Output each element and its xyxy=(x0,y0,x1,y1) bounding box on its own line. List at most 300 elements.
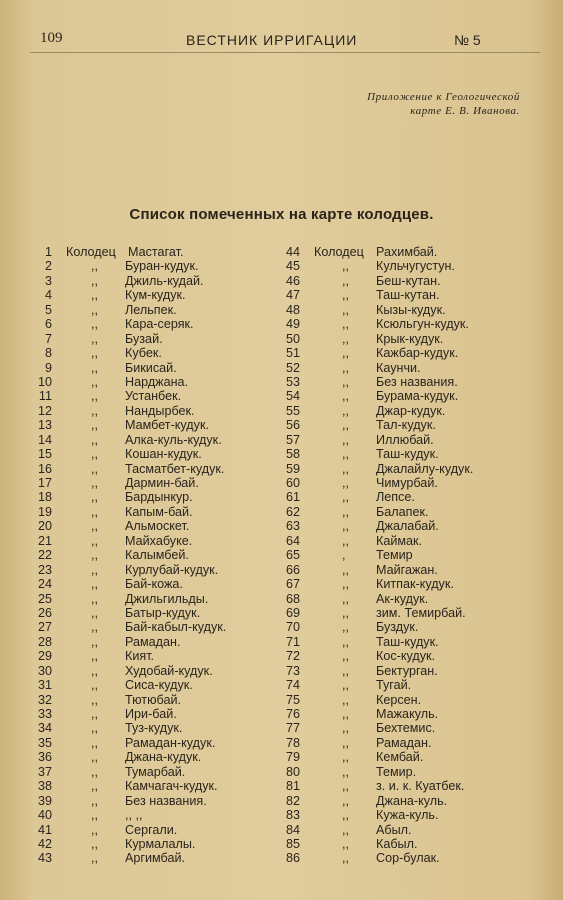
list-item xyxy=(22,664,284,678)
list-item xyxy=(22,476,284,490)
well-number: 82 xyxy=(285,793,300,808)
list-item xyxy=(22,303,284,317)
well-name: Курлубай-кудук. xyxy=(125,562,219,577)
well-name: Батыр-кудук. xyxy=(125,605,201,620)
well-number: 62 xyxy=(285,504,300,519)
list-item xyxy=(22,490,284,504)
well-name: Буздук. xyxy=(376,620,419,635)
list-item xyxy=(278,346,538,360)
list-item xyxy=(278,303,538,317)
well-name: Устанбек. xyxy=(125,389,182,404)
ditto-mark: ,, xyxy=(91,418,98,433)
well-name: Альмоскет. xyxy=(125,519,190,534)
well-number: 27 xyxy=(37,620,52,635)
well-number: 85 xyxy=(285,836,300,851)
well-name: Без названия. xyxy=(376,374,458,389)
list-item xyxy=(22,779,284,793)
well-number: 57 xyxy=(285,432,300,447)
ditto-mark: ,, xyxy=(342,490,349,505)
ditto-mark: ,, xyxy=(91,663,98,678)
well-number: 39 xyxy=(37,793,52,808)
well-name: Мажакуль. xyxy=(376,707,439,721)
well-number: 58 xyxy=(285,447,300,462)
ditto-mark: ,, xyxy=(342,519,349,534)
list-item xyxy=(278,447,538,461)
ditto-mark: ,, xyxy=(91,851,98,866)
well-number: 79 xyxy=(285,750,300,765)
list-item xyxy=(278,592,538,606)
wells-list-left-column xyxy=(22,245,284,866)
list-item xyxy=(278,505,538,519)
well-number: 37 xyxy=(37,764,52,779)
list-item xyxy=(22,577,284,591)
well-name: Рамадан. xyxy=(376,735,432,750)
well-number: 50 xyxy=(285,331,300,346)
ditto-mark: ,, xyxy=(91,519,98,534)
ditto-mark: ,, xyxy=(342,432,349,447)
well-number: 83 xyxy=(285,808,300,823)
ditto-mark: ,, xyxy=(91,822,98,837)
well-number: 64 xyxy=(285,533,300,548)
well-name: Китпак-кудук. xyxy=(376,577,454,592)
list-item xyxy=(278,288,538,302)
ditto-mark: ,, xyxy=(342,692,349,707)
ditto-mark: ,, xyxy=(91,490,98,505)
list-item xyxy=(22,548,284,562)
ditto-mark: ,, xyxy=(91,461,98,476)
well-number: 24 xyxy=(37,577,52,592)
list-item xyxy=(22,288,284,302)
list-item xyxy=(278,361,538,375)
list-item xyxy=(278,707,538,721)
well-name: Бикисай. xyxy=(125,360,177,375)
well-number: 8 xyxy=(44,346,52,361)
list-item xyxy=(22,635,284,649)
well-name: Джар-кудук. xyxy=(376,403,446,418)
ditto-mark: ,, xyxy=(91,750,98,765)
well-name: Алка-куль-кудук. xyxy=(125,432,222,447)
ditto-mark: ,, xyxy=(342,533,349,548)
list-item xyxy=(278,664,538,678)
list-item xyxy=(22,707,284,721)
ditto-mark: ,, xyxy=(342,707,349,721)
well-name: Темир. xyxy=(376,764,417,779)
ditto-mark: ,, xyxy=(342,331,349,346)
well-name: Кульчугустун. xyxy=(376,259,455,274)
list-item xyxy=(278,794,538,808)
list-item xyxy=(278,851,538,865)
well-name: Кембай. xyxy=(376,750,424,765)
list-item xyxy=(278,721,538,735)
well-name: Абыл. xyxy=(376,822,412,837)
well-name: Рамадан. xyxy=(125,634,181,649)
well-name: Тютюбай. xyxy=(125,692,181,707)
well-number: 31 xyxy=(37,678,52,693)
well-name: ,, ,, xyxy=(125,808,143,823)
well-number: 48 xyxy=(285,302,300,317)
well-name: Таш-кудук. xyxy=(376,447,439,462)
ditto-mark: ,, xyxy=(342,649,349,664)
well-name: Кият. xyxy=(125,649,155,664)
well-number: 32 xyxy=(37,692,52,707)
well-name: Буран-кудук. xyxy=(125,259,199,274)
well-name: Бектурган. xyxy=(376,663,438,678)
well-name: Сор-булак. xyxy=(376,851,440,866)
list-item xyxy=(278,779,538,793)
list-item xyxy=(278,837,538,851)
well-number: 30 xyxy=(37,663,52,678)
well-name: Тасматбет-кудук. xyxy=(125,461,225,476)
ditto-mark: ,, xyxy=(342,750,349,765)
list-item xyxy=(22,721,284,735)
well-number: 54 xyxy=(285,389,300,404)
well-name: Кужа-куль. xyxy=(376,808,439,823)
well-name: Темир xyxy=(376,548,413,563)
list-item xyxy=(278,534,538,548)
well-number: 2 xyxy=(44,259,52,274)
list-item xyxy=(278,418,538,432)
well-name: Тал-кудук. xyxy=(376,418,436,433)
list-item xyxy=(278,259,538,273)
list-item xyxy=(22,375,284,389)
ditto-mark: ,, xyxy=(342,836,349,851)
well-number: 29 xyxy=(37,649,52,664)
well-label: Колодец xyxy=(314,245,364,259)
ditto-mark: ,, xyxy=(342,591,349,606)
ditto-mark: ,, xyxy=(342,360,349,375)
well-number: 73 xyxy=(285,663,300,678)
well-number: 25 xyxy=(37,591,52,606)
well-name: Джильгильды. xyxy=(125,591,209,606)
well-name: Кызы-кудук. xyxy=(376,302,446,317)
list-item xyxy=(278,519,538,533)
ditto-mark: ,, xyxy=(91,634,98,649)
well-number: 71 xyxy=(285,634,300,649)
well-number: 65 xyxy=(285,548,300,563)
list-item xyxy=(278,462,538,476)
list-item xyxy=(278,490,538,504)
list-item xyxy=(22,620,284,634)
ditto-mark: ,, xyxy=(91,779,98,794)
well-name: Ири-бай. xyxy=(125,707,177,721)
list-item xyxy=(278,548,538,562)
well-number: 22 xyxy=(37,548,52,563)
ditto-mark: ,, xyxy=(91,403,98,418)
well-number: 77 xyxy=(285,721,300,736)
well-number: 45 xyxy=(285,259,300,274)
well-name: Тугай. xyxy=(376,678,412,693)
well-number: 38 xyxy=(37,779,52,794)
well-name: Джана-куль. xyxy=(376,793,448,808)
well-name: Рахимбай. xyxy=(376,245,438,259)
list-item xyxy=(278,693,538,707)
ditto-mark: ,, xyxy=(342,808,349,823)
well-name: Каймак. xyxy=(376,533,423,548)
well-number: 13 xyxy=(37,418,52,433)
well-number: 9 xyxy=(44,360,52,375)
well-number: 66 xyxy=(285,562,300,577)
ditto-mark: ,, xyxy=(342,447,349,462)
ditto-mark: ,, xyxy=(91,836,98,851)
ditto-mark: ,, xyxy=(342,288,349,303)
well-name: Рамадан-кудук. xyxy=(125,735,216,750)
list-item xyxy=(22,274,284,288)
list-item xyxy=(22,592,284,606)
well-name: Кара-серяк. xyxy=(125,317,194,332)
ditto-mark: ,, xyxy=(91,432,98,447)
well-number: 78 xyxy=(285,735,300,750)
ditto-mark: ,, xyxy=(91,533,98,548)
list-item xyxy=(278,635,538,649)
ditto-mark: ,, xyxy=(342,259,349,274)
well-number: 5 xyxy=(44,302,52,317)
list-item xyxy=(278,317,538,331)
well-name: Бурама-кудук. xyxy=(376,389,459,404)
well-name: Майхабуке. xyxy=(125,533,193,548)
well-name: Сергали. xyxy=(125,822,178,837)
well-number: 53 xyxy=(285,374,300,389)
list-item xyxy=(278,808,538,822)
issue-number: № 5 xyxy=(454,32,481,48)
well-number: 14 xyxy=(37,432,52,447)
list-item xyxy=(278,476,538,490)
well-name: Балапек. xyxy=(376,504,429,519)
well-number: 60 xyxy=(285,476,300,490)
list-item xyxy=(278,404,538,418)
list-item xyxy=(22,361,284,375)
list-item xyxy=(22,462,284,476)
well-name: з. и. к. Куатбек. xyxy=(376,779,465,794)
well-name: Каунчи. xyxy=(376,360,421,375)
ditto-mark: ,, xyxy=(342,302,349,317)
ditto-mark: ,, xyxy=(91,476,98,490)
well-name: Калымбей. xyxy=(125,548,189,563)
list-item xyxy=(278,649,538,663)
ditto-mark: ,, xyxy=(91,764,98,779)
well-number: 52 xyxy=(285,360,300,375)
list-item xyxy=(22,794,284,808)
ditto-mark: ,, xyxy=(342,273,349,288)
list-item xyxy=(278,765,538,779)
well-name: Таш-кудук. xyxy=(376,634,439,649)
ditto-mark: ,, xyxy=(342,562,349,577)
well-number: 16 xyxy=(37,461,52,476)
list-item xyxy=(278,563,538,577)
well-number: 18 xyxy=(37,490,52,505)
well-name: Нарджана. xyxy=(125,374,189,389)
ditto-mark: ,, xyxy=(91,707,98,721)
well-number: 81 xyxy=(285,779,300,794)
well-name: Кум-кудук. xyxy=(125,288,186,303)
ditto-mark: ,, xyxy=(342,764,349,779)
well-name: Ак-кудук. xyxy=(376,591,429,606)
ditto-mark: ,, xyxy=(91,793,98,808)
list-item xyxy=(22,418,284,432)
well-name: Аргимбай. xyxy=(125,851,186,866)
ditto-mark: ,, xyxy=(91,302,98,317)
well-number: 72 xyxy=(285,649,300,664)
well-number: 76 xyxy=(285,707,300,721)
ditto-mark: ,, xyxy=(342,605,349,620)
list-item xyxy=(22,693,284,707)
list-item xyxy=(22,404,284,418)
ditto-mark: ,, xyxy=(342,620,349,635)
list-item xyxy=(22,245,284,259)
ditto-mark: ,, xyxy=(342,663,349,678)
well-number: 44 xyxy=(285,245,300,259)
well-name: Дармин-бай. xyxy=(125,476,199,490)
well-name: Бардынкур. xyxy=(125,490,193,505)
list-item xyxy=(22,505,284,519)
list-item xyxy=(22,678,284,692)
well-name: Крык-кудук. xyxy=(376,331,444,346)
list-item xyxy=(22,447,284,461)
well-number: 17 xyxy=(37,476,52,490)
well-name: Худобай-кудук. xyxy=(125,663,213,678)
well-name: зим. Темирбай. xyxy=(376,605,466,620)
appendix-note-line-1: Приложение к Геологической xyxy=(367,91,520,103)
well-number: 70 xyxy=(285,620,300,635)
well-number: 69 xyxy=(285,605,300,620)
well-name: Лельпек. xyxy=(125,302,177,317)
well-name: Туз-кудук. xyxy=(125,721,183,736)
ditto-mark: ,, xyxy=(91,591,98,606)
well-number: 47 xyxy=(285,288,300,303)
journal-title: ВЕСТНИК ИРРИГАЦИИ xyxy=(186,32,358,48)
well-name: Керсен. xyxy=(376,692,422,707)
well-name: Беш-кутан. xyxy=(376,273,441,288)
ditto-mark: ,, xyxy=(91,389,98,404)
ditto-mark: ,, xyxy=(342,793,349,808)
list-item xyxy=(278,750,538,764)
ditto-mark: ,, xyxy=(91,692,98,707)
well-name: Джалабай. xyxy=(376,519,439,534)
list-item xyxy=(22,765,284,779)
ditto-mark: ,, xyxy=(342,721,349,736)
ditto-mark: ,, xyxy=(91,273,98,288)
well-number: 42 xyxy=(37,836,52,851)
well-number: 43 xyxy=(37,851,52,866)
ditto-mark: ,, xyxy=(342,476,349,490)
list-item xyxy=(22,563,284,577)
well-name: Джиль-кудай. xyxy=(125,273,204,288)
ditto-mark: ,, xyxy=(91,605,98,620)
well-name: Бай-кабыл-кудук. xyxy=(125,620,227,635)
well-number: 61 xyxy=(285,490,300,505)
ditto-mark: ,, xyxy=(342,735,349,750)
well-name: Кошан-кудук. xyxy=(125,447,202,462)
list-item xyxy=(22,736,284,750)
well-number: 28 xyxy=(37,634,52,649)
ditto-mark: ,, xyxy=(91,360,98,375)
list-item xyxy=(278,823,538,837)
list-item xyxy=(22,346,284,360)
well-number: 1 xyxy=(44,245,52,259)
well-number: 46 xyxy=(285,273,300,288)
list-title: Список помеченных на карте колодцев. xyxy=(129,206,434,223)
well-name: Майгажан. xyxy=(376,562,438,577)
ditto-mark: ,, xyxy=(91,346,98,361)
well-name: Кажбар-кудук. xyxy=(376,346,459,361)
ditto-mark: ,, xyxy=(91,331,98,346)
ditto-mark: ,, xyxy=(342,822,349,837)
well-name: Курмалалы. xyxy=(125,836,196,851)
well-name: Капым-бай. xyxy=(125,504,193,519)
list-item xyxy=(22,519,284,533)
well-name: Бехтемис. xyxy=(376,721,436,736)
well-number: 36 xyxy=(37,750,52,765)
well-number: 11 xyxy=(38,389,52,404)
well-name: Чимурбай. xyxy=(376,476,438,490)
well-number: 40 xyxy=(37,808,52,823)
ditto-mark: ,, xyxy=(342,389,349,404)
well-name: Ксюльгун-кудук. xyxy=(376,317,469,332)
well-name: Без названия. xyxy=(125,793,207,808)
well-name: Тумарбай. xyxy=(125,764,186,779)
page-number: 109 xyxy=(40,30,63,46)
well-number: 3 xyxy=(44,273,52,288)
appendix-note xyxy=(300,90,520,118)
ditto-mark: ,, xyxy=(342,577,349,592)
list-item xyxy=(22,808,284,822)
well-number: 23 xyxy=(37,562,52,577)
header-rule xyxy=(30,52,540,53)
appendix-note-line-2: карте Е. В. Иванова. xyxy=(410,105,520,117)
ditto-mark: ,, xyxy=(91,735,98,750)
well-number: 12 xyxy=(37,403,52,418)
wells-list-right-column xyxy=(278,245,538,866)
well-number: 35 xyxy=(37,735,52,750)
list-item xyxy=(22,317,284,331)
ditto-mark: ,, xyxy=(91,504,98,519)
well-name: Джалайлу-кудук. xyxy=(376,461,474,476)
well-number: 63 xyxy=(285,519,300,534)
ditto-mark: ,, xyxy=(91,259,98,274)
list-item xyxy=(22,332,284,346)
ditto-mark: ,, xyxy=(342,504,349,519)
well-number: 4 xyxy=(44,288,52,303)
ditto-mark: ,, xyxy=(91,649,98,664)
list-item xyxy=(278,577,538,591)
well-number: 6 xyxy=(44,317,52,332)
ditto-mark: ,, xyxy=(342,634,349,649)
well-number: 21 xyxy=(37,533,52,548)
ditto-mark: ,, xyxy=(91,548,98,563)
list-item xyxy=(22,389,284,403)
well-number: 68 xyxy=(285,591,300,606)
ditto-mark: , xyxy=(342,548,346,563)
list-item xyxy=(22,649,284,663)
list-item xyxy=(278,736,538,750)
ditto-mark: ,, xyxy=(342,418,349,433)
list-item xyxy=(22,606,284,620)
list-item xyxy=(278,606,538,620)
ditto-mark: ,, xyxy=(91,447,98,462)
well-number: 67 xyxy=(285,577,300,592)
ditto-mark: ,, xyxy=(91,577,98,592)
ditto-mark: ,, xyxy=(342,678,349,693)
well-name: Мастагат. xyxy=(128,245,184,259)
ditto-mark: ,, xyxy=(91,721,98,736)
well-name: Камчагач-кудук. xyxy=(125,779,218,794)
well-number: 55 xyxy=(285,403,300,418)
well-name: Кос-кудук. xyxy=(376,649,436,664)
ditto-mark: ,, xyxy=(91,620,98,635)
ditto-mark: ,, xyxy=(342,851,349,866)
list-item xyxy=(278,678,538,692)
list-item xyxy=(278,245,538,259)
well-number: 86 xyxy=(285,851,300,866)
